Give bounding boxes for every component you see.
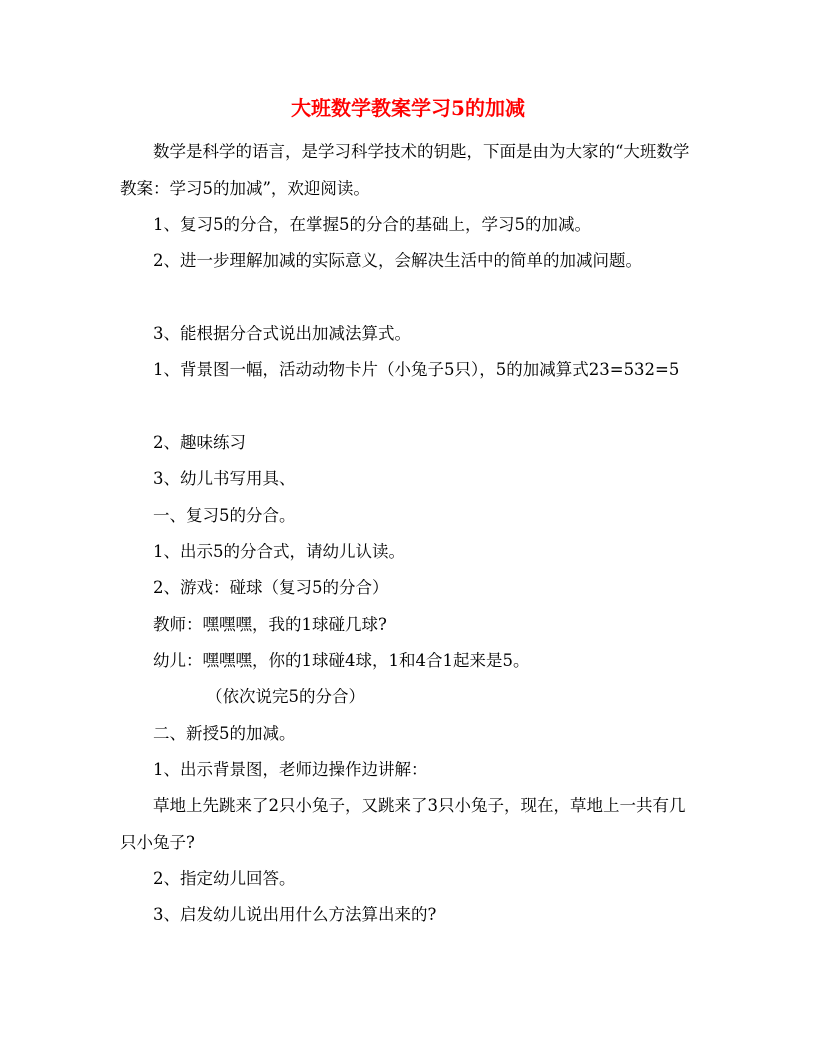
paragraph-story: 草地上先跳来了2只小兔子，又跳来了3只小兔子，现在，草地上一共有几只小兔子? [120,796,686,852]
paragraph-step-2-2: 2、指定幼儿回答。 [153,869,296,888]
paragraph-step-2-1: 1、出示背景图，老师边操作边讲解： [153,760,428,779]
paragraph-material-3: 3、幼儿书写用具、 [153,469,296,488]
paragraph-goal-1: 1、复习5的分合，在掌握5的分合的基础上，学习5的加减。 [153,215,591,234]
paragraph-goal-3: 3、能根据分合式说出加减法算式。 [153,324,411,343]
paragraph-material-1: 1、背景图一幅，活动动物卡片（小兔子5只），5的加减算式23=532=5 [153,360,680,379]
paragraph-child: 幼儿：嘿嘿嘿，你的1球碰4球，1和4合1起来是5。 [153,651,530,670]
paragraph-step-1-2: 2、游戏：碰球（复习5的分合） [153,578,389,597]
paragraph-step-2-3: 3、启发幼儿说出用什么方法算出来的? [153,905,437,924]
paragraph-note: （依次说完5的分合） [206,687,365,706]
paragraph-teacher: 教师：嘿嘿嘿，我的1球碰几球? [153,615,387,634]
paragraph-section-2: 二、新授5的加减。 [153,724,296,743]
document-title: 大班数学教案学习5的加减 [291,96,525,120]
paragraph-material-2: 2、趣味练习 [153,433,246,452]
paragraph-goal-2: 2、进一步理解加减的实际意义，会解决生活中的简单的加减问题。 [153,251,642,270]
paragraph-intro: 数学是科学的语言，是学习科学技术的钥匙，下面是由为大家的“大班数学教案：学习5的加减”，欢迎阅读。 [120,142,690,198]
paragraph-step-1-1: 1、出示5的分合式，请幼儿认读。 [153,542,405,561]
paragraph-section-1: 一、复习5的分合。 [153,506,296,525]
